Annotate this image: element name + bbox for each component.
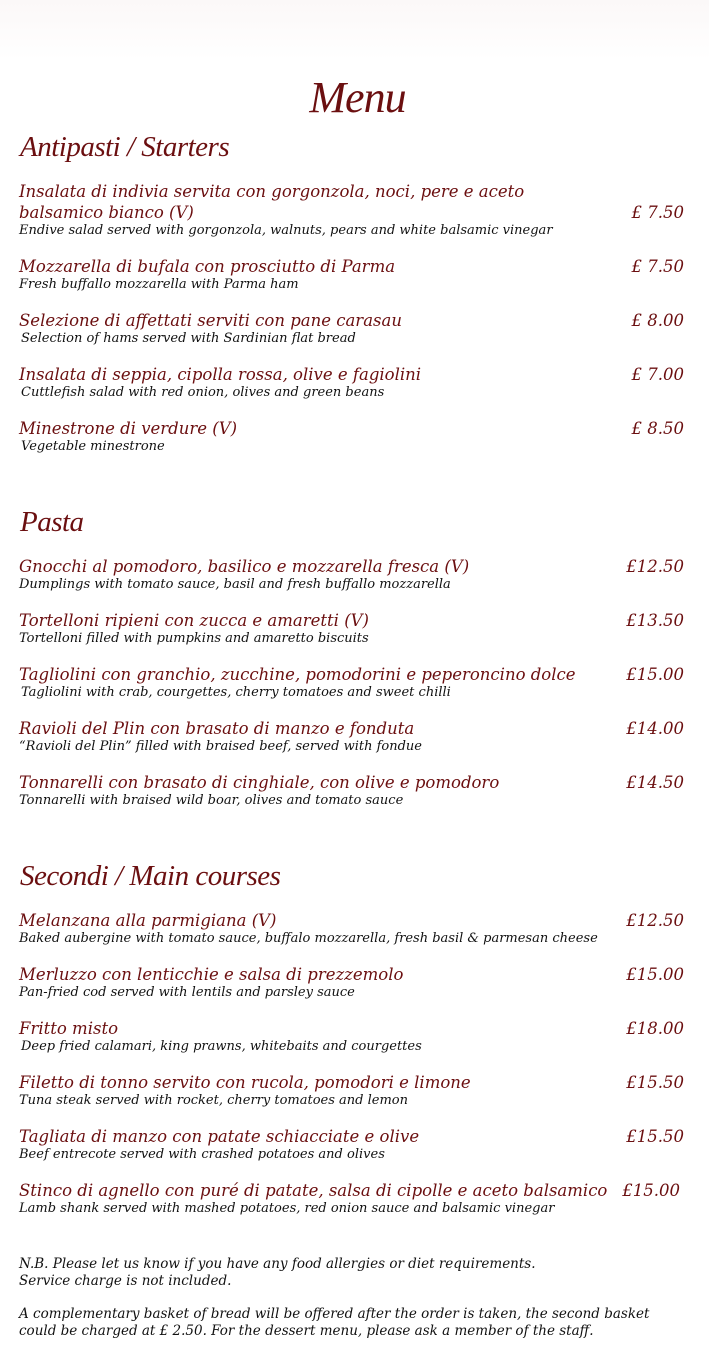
item-name: Insalata di seppia, cipolla rossa, olive e fagiolini — [19, 365, 422, 384]
item-price: £15.00 — [626, 965, 684, 984]
item-name: Merluzzo con lenticchie e salsa di prezzemolo — [19, 965, 404, 984]
menu-item — [19, 310, 689, 347]
menu-item — [19, 181, 689, 239]
menu-item — [19, 1126, 689, 1163]
section-heading-pasta: Pasta — [20, 506, 84, 538]
service-charge-note: Service charge is not included. — [19, 1273, 232, 1289]
item-price: £ 7.50 — [631, 257, 684, 276]
item-price: £15.50 — [626, 1127, 684, 1146]
menu-item — [19, 664, 689, 701]
menu-item — [19, 256, 689, 293]
item-description: Cuttlefish salad with red onion, olives and green beans — [21, 385, 385, 400]
item-name: Insalata di indivia servita con gorgonzola, noci, pere e aceto balsamico bianco (V) — [19, 182, 525, 222]
menu-item — [19, 556, 689, 593]
item-description: Tortelloni filled with pumpkins and amaretto biscuits — [19, 631, 369, 646]
item-price: £ 7.50 — [631, 203, 684, 222]
item-name: Ravioli del Plin con brasato di manzo e fonduta — [19, 719, 415, 738]
menu-item — [19, 910, 689, 947]
item-description: Dumplings with tomato sauce, basil and fresh buffallo mozzarella — [19, 577, 451, 592]
item-price: £14.50 — [626, 773, 684, 792]
menu-item — [19, 1072, 689, 1109]
bread-note: A complementary basket of bread will be offered after the order is taken, the second basket could be charged at £ 2.50. For the dessert menu, please ask a member of the staff. — [19, 1306, 650, 1339]
menu-item — [19, 1180, 689, 1217]
item-description: Beef entrecote served with crashed potatoes and olives — [19, 1147, 385, 1162]
item-name: Gnocchi al pomodoro, basilico e mozzarella fresca (V) — [19, 557, 470, 576]
item-name: Melanzana alla parmigiana (V) — [19, 911, 277, 930]
item-description: Endive salad served with gorgonzola, walnuts, pears and white balsamic vinegar — [19, 223, 553, 238]
item-description: Tuna steak served with rocket, cherry tomatoes and lemon — [19, 1093, 408, 1108]
section-heading-starters: Antipasti / Starters — [20, 131, 230, 163]
item-name: Selezione di affettati serviti con pane carasau — [19, 311, 402, 330]
menu-item — [19, 1018, 689, 1055]
menu-item — [19, 718, 689, 755]
item-price: £ 8.00 — [631, 311, 684, 330]
allergy-note: N.B. Please let us know if you have any food allergies or diet requirements. — [19, 1256, 536, 1272]
item-price: £12.50 — [626, 911, 684, 930]
item-description: Lamb shank served with mashed potatoes, red onion sauce and balsamic vinegar — [19, 1201, 555, 1216]
item-description: Pan-fried cod served with lentils and parsley sauce — [19, 985, 355, 1000]
item-name: Tagliolini con granchio, zucchine, pomodorini e peperoncino dolce — [19, 665, 576, 684]
item-price: £15.00 — [626, 665, 684, 684]
notes-block — [19, 1256, 689, 1290]
item-price: £14.00 — [626, 719, 684, 738]
menu-title: Menu — [309, 73, 406, 122]
item-description: “Ravioli del Plin” filled with braised beef, served with fondue — [19, 739, 422, 754]
item-name: Tonnarelli con brasato di cinghiale, con olive e pomodoro — [19, 773, 500, 792]
item-description: Deep fried calamari, king prawns, whitebaits and courgettes — [21, 1039, 422, 1054]
item-price: £ 7.00 — [631, 365, 684, 384]
section-heading-mains: Secondi / Main courses — [20, 860, 281, 892]
item-price: £15.00 — [622, 1181, 680, 1200]
item-price: £18.00 — [626, 1019, 684, 1038]
item-name: Filetto di tonno servito con rucola, pomodori e limone — [19, 1073, 471, 1092]
item-description: Baked aubergine with tomato sauce, buffalo mozzarella, fresh basil & parmesan cheese — [19, 931, 598, 946]
menu-item — [19, 364, 689, 401]
item-name: Fritto misto — [19, 1019, 119, 1038]
item-price: £12.50 — [626, 557, 684, 576]
item-description: Fresh buffallo mozzarella with Parma ham — [19, 277, 299, 292]
item-price: £ 8.50 — [631, 419, 684, 438]
item-name: Tortelloni ripieni con zucca e amaretti (V) — [19, 611, 369, 630]
item-description: Selection of hams served with Sardinian flat bread — [21, 331, 356, 346]
item-name: Tagliata di manzo con patate schiacciate e olive — [19, 1127, 420, 1146]
item-description: Tagliolini with crab, courgettes, cherry tomatoes and sweet chilli — [21, 685, 451, 700]
item-price: £15.50 — [626, 1073, 684, 1092]
menu-item — [19, 964, 689, 1001]
menu-item — [19, 418, 689, 455]
item-name: Stinco di agnello con puré di patate, salsa di cipolle e aceto balsamico — [19, 1181, 608, 1200]
item-description: Tonnarelli with braised wild boar, olives and tomato sauce — [19, 793, 404, 808]
menu-item — [19, 610, 689, 647]
item-name: Minestrone di verdure (V) — [19, 419, 238, 438]
menu-item — [19, 772, 689, 809]
item-description: Vegetable minestrone — [21, 439, 165, 454]
item-price: £13.50 — [626, 611, 684, 630]
header-band — [0, 0, 709, 60]
item-name: Mozzarella di bufala con prosciutto di Parma — [19, 257, 396, 276]
